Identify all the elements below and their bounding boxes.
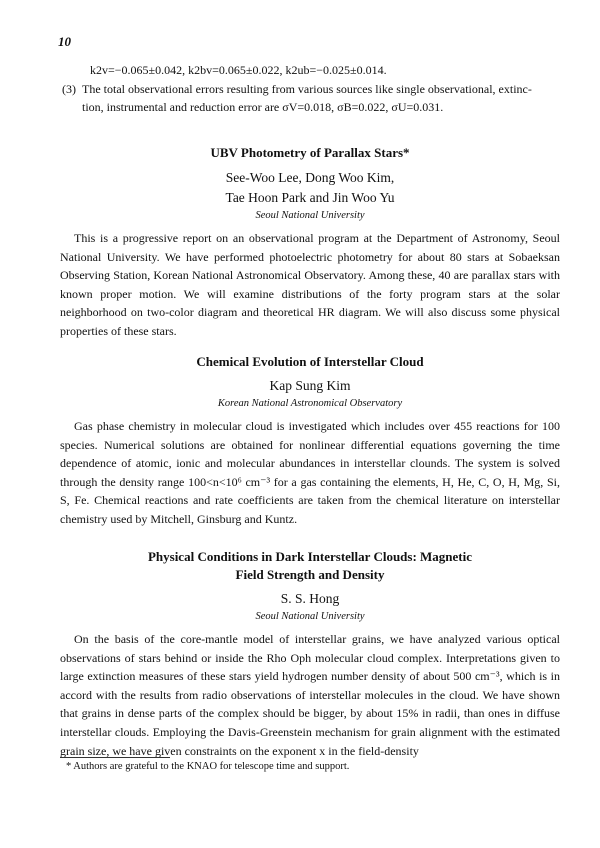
note-line-2: tion, instrumental and reduction error are σV=0.018, σB=0.022, σU=0.031. xyxy=(82,100,444,114)
abstract-section-ubv xyxy=(60,144,560,341)
coefficient-line: k2v=−0.065±0.042, k2bv=0.065±0.022, k2ub=−0.025±0.014. xyxy=(90,63,387,77)
note-item-3 xyxy=(62,80,562,116)
author-line: See-Woo Lee, Dong Woo Kim, xyxy=(225,170,395,185)
affiliation: Korean National Astronomical Observatory xyxy=(217,398,403,409)
note-number: (3) xyxy=(62,82,76,96)
abstract-text: Gas phase chemistry in molecular cloud is investigated which includes over 455 reactions for 100 species. Numerical solutions are obtained for nonlinear differential equations governing the time dependence of atomic, ionic and molecular abundances in interstellar clounds. The system is solved through the density range 100<n<10⁶ cm⁻³ for a gas containing the elements, H, He, C, O, H, Mg, Si, S, Fe. Chemical reactions and rate coefficients are taken from the chemical literature on interstellar chemistry used by Mitchell, Ginsburg and Kuntz. xyxy=(60,419,560,526)
abstract-section-chemical xyxy=(60,353,560,529)
footnote-rule xyxy=(60,757,170,758)
abstract-section-dark-clouds xyxy=(60,548,560,760)
author-line: Tae Hoon Park and Jin Woo Yu xyxy=(225,190,395,205)
affiliation: Seoul National University xyxy=(255,210,365,221)
section-title: Chemical Evolution of Interstellar Cloud xyxy=(196,354,424,369)
affiliation: Seoul National University xyxy=(255,611,365,622)
note-line-1: The total observational errors resulting from various sources like single observational, extinc- xyxy=(82,82,532,96)
author-line: Kap Sung Kim xyxy=(269,378,351,393)
footnote: * Authors are grateful to the KNAO for telescope time and support. xyxy=(66,761,350,772)
author-line: S. S. Hong xyxy=(280,591,340,606)
section-title: Physical Conditions in Dark Interstellar Clouds: Magnetic xyxy=(147,549,473,564)
page-number: 10 xyxy=(58,34,71,49)
section-title: Field Strength and Density xyxy=(235,567,385,582)
section-title: UBV Photometry of Parallax Stars* xyxy=(210,145,410,160)
abstract-text: On the basis of the core-mantle model of interstellar grains, we have analyzed various optical observations of stars behind or inside the Rho Oph molecular cloud complex. Interpretations given to large extinction measures of these stars yield hydrogen number density of about 500 cm⁻³, which is in accord with the results from radio observations of interstellar molecules in the cloud. We have shown that grains in dense parts of the complex should be bigger, by about 15% in radii, than ones in diffuse interstellar clouds. Employing the Davis-Greenstein mechanism for grain alignment with the estimated grain size, we have given constraints on the exponent x in the field-density xyxy=(60,632,560,758)
abstract-text: This is a progressive report on an observational program at the Department of Astronomy, Seoul National University. We have performed photoelectric photometry for about 80 stars at Sobaeksan Observing Station, Korean National Astronomical Observatory. Among these, 40 are parallax stars with known proper motion. We will examine distributions of the forty program stars at the solar neighborhood on two-color diagram and theoretical HR diagram. We will also discuss some physical properties of these stars. xyxy=(60,231,560,338)
